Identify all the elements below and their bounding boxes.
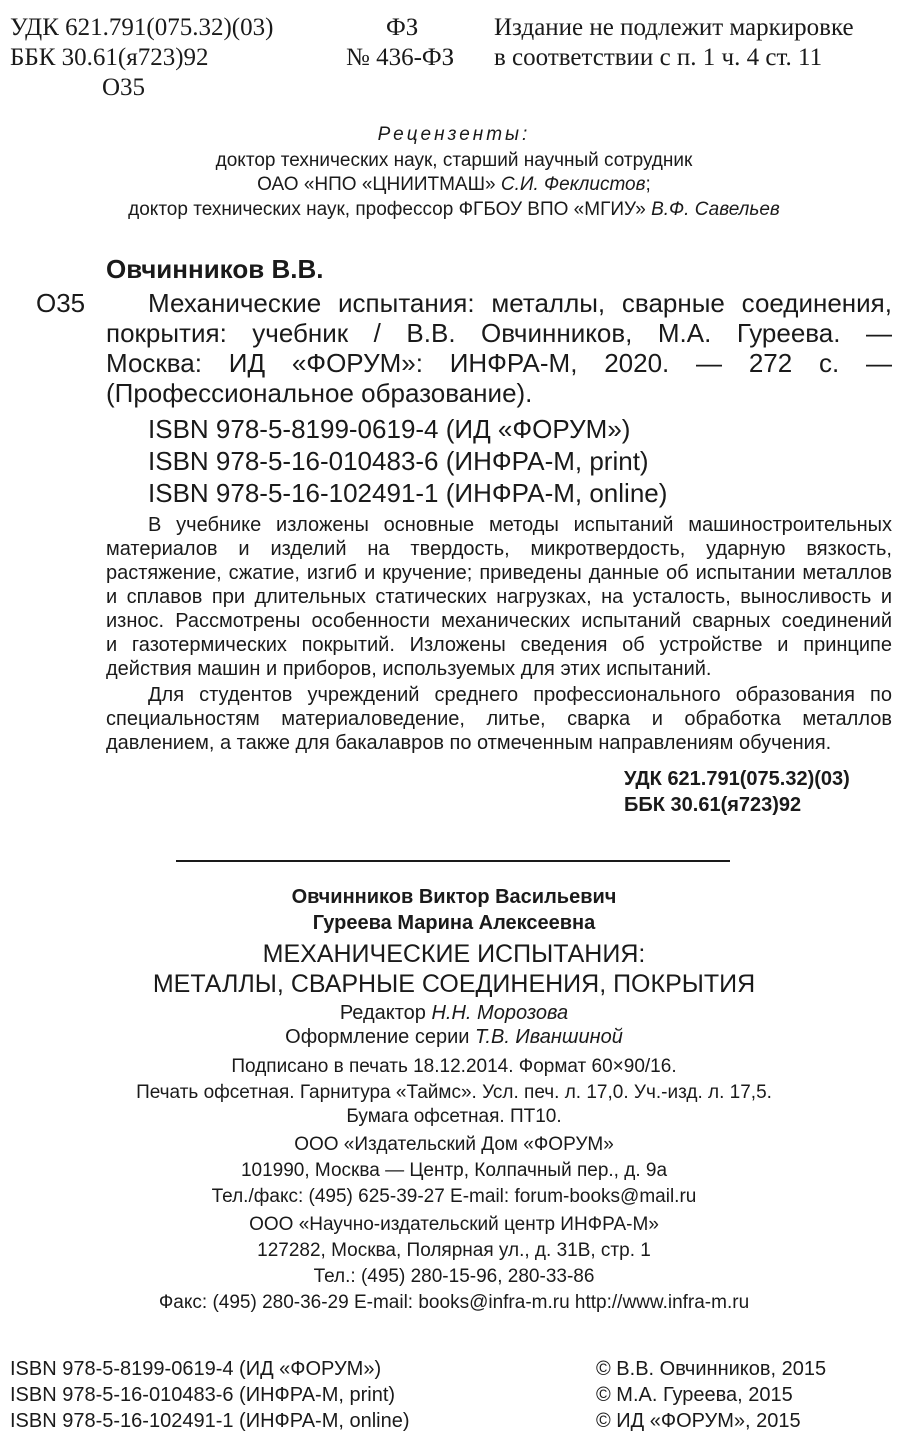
header-bbk: ББК 30.61(я723)92 [10, 44, 209, 71]
catalog-desc-line1: Механические испытания: металлы, сварные соединения, [148, 288, 892, 318]
publisher1-address: 101990, Москва — Центр, Колпачный пер., д. 9а [240, 1160, 668, 1181]
abstract-line: действия машин и приборов, используемых для этих испытаний. [106, 658, 712, 680]
catalog-bbk: ББК 30.61(я723)92 [624, 794, 802, 816]
editor-label: Редактор [339, 1002, 432, 1024]
abstract-line: давлением, а также для бакалавров по отмеченным направлениям обучения. [106, 732, 832, 754]
header-fz-number: № 436-ФЗ [346, 44, 455, 71]
catalog-author: Овчинников В.В. [106, 254, 324, 284]
reviewers-line1: доктор технических наук, старший научный сотрудник [215, 150, 693, 171]
footer-isbn: ISBN 978-5-8199-0619-4 (ИД «ФОРУМ») [10, 1358, 382, 1380]
publisher2-address: 127282, Москва, Полярная ул., д. 31В, стр. 1 [257, 1240, 651, 1261]
reviewers-line3 [0, 199, 908, 221]
abstract-line: специальностям материаловедение, литье, сварка и обработка металлов [106, 708, 892, 730]
header-marking-line1: Издание не подлежит маркировке [494, 14, 854, 41]
editor-name: Н.Н. Морозова [431, 1002, 569, 1024]
imprint-series-design [0, 1026, 908, 1049]
footer-copyright: © ИД «ФОРУМ», 2015 [596, 1410, 801, 1432]
catalog-desc-line3: Москва: ИД «ФОРУМ»: ИНФРА-М, 2020. — 272 с. — [106, 348, 892, 378]
catalog-isbn: ISBN 978-5-8199-0619-4 (ИД «ФОРУМ») [148, 414, 631, 444]
imprint-title2: МЕТАЛЛЫ, СВАРНЫЕ СОЕДИНЕНИЯ, ПОКРЫТИЯ [152, 970, 756, 998]
catalog-isbn: ISBN 978-5-16-102491-1 (ИНФРА-М, online) [148, 478, 668, 508]
imprint-author1: Овчинников Виктор Васильевич [291, 886, 617, 908]
reviewer2-name: В.Ф. Савельев [651, 199, 780, 220]
reviewer1-end: ; [645, 174, 651, 195]
catalog-isbn: ISBN 978-5-16-010483-6 (ИНФРА-М, print) [148, 446, 649, 476]
reviewer1-name: С.И. Феклистов [500, 174, 646, 195]
abstract-line: Для студентов учреждений среднего профессионального образования по [148, 684, 892, 706]
publisher1-name: ООО «Издательский Дом «ФОРУМ» [294, 1134, 614, 1155]
catalog-desc-line2: покрытия: учебник / В.В. Овчинников, М.А. Гуреева. — [106, 318, 892, 348]
imprint-print-line3: Бумага офсетная. ПТ10. [346, 1106, 562, 1127]
reviewers-line2 [0, 174, 908, 196]
catalog-sign: О35 [36, 288, 86, 318]
design-label: Оформление серии [285, 1026, 475, 1048]
abstract-line: материалов и изделий на твердость, микротвердость, ударную вязкость, [106, 538, 892, 560]
design-name: Т.В. Иваншиной [474, 1026, 623, 1048]
catalog-udk: УДК 621.791(075.32)(03) [624, 768, 850, 790]
abstract-line: В учебнике изложены основные методы испытаний машиностроительных [148, 514, 892, 536]
divider-line [176, 860, 730, 862]
reviewer1-org: ОАО «НПО «ЦНИИТМАШ» [257, 174, 501, 195]
header-marking-line2: в соответствии с п. 1 ч. 4 ст. 11 [494, 44, 823, 71]
reviewer2-text: доктор технических наук, профессор ФГБОУ ВПО «МГИУ» [128, 199, 652, 220]
imprint-author2: Гуреева Марина Алексеевна [312, 912, 596, 934]
imprint-print-line1: Подписано в печать 18.12.2014. Формат 60×90/16. [231, 1056, 677, 1077]
footer-isbn: ISBN 978-5-16-010483-6 (ИНФРА-М, print) [10, 1384, 396, 1406]
abstract-line: износ. Рассмотрены особенности механических испытаний сварных соединений [106, 610, 892, 632]
abstract-line: и газотермических покрытий. Изложены сведения об устройстве и принципе [106, 634, 892, 656]
footer-copyright: © В.В. Овчинников, 2015 [596, 1358, 827, 1380]
imprint-editor [0, 1002, 908, 1025]
header-fz: ФЗ [386, 14, 419, 41]
header-udk: УДК 621.791(075.32)(03) [10, 14, 274, 41]
publisher2-name: ООО «Научно-издательский центр ИНФРА-М» [249, 1214, 659, 1235]
footer-isbn: ISBN 978-5-16-102491-1 (ИНФРА-М, online) [10, 1410, 410, 1432]
publisher2-contacts: Факс: (495) 280-36-29 E-mail: books@infra-m.ru http://www.infra-m.ru [158, 1292, 750, 1313]
abstract-line: и сплавов при длительных статических нагрузках, на усталость, выносливость и [106, 586, 892, 608]
imprint-print-line2: Печать офсетная. Гарнитура «Таймс». Усл. печ. л. 17,0. Уч.-изд. л. 17,5. [136, 1082, 772, 1103]
abstract-line: растяжение, сжатие, изгиб и кручение; приведены данные об испытании металлов [106, 562, 892, 584]
publisher2-phone: Тел.: (495) 280-15-96, 280-33-86 [313, 1266, 595, 1287]
publisher1-contacts: Тел./факс: (495) 625-39-27 E-mail: forum-books@mail.ru [211, 1186, 697, 1207]
reviewers-title: Рецензенты: [377, 124, 531, 145]
header-author-sign: О35 [102, 74, 146, 101]
imprint-title1: МЕХАНИЧЕСКИЕ ИСПЫТАНИЯ: [262, 940, 646, 968]
catalog-desc-line4: (Профессиональное образование). [106, 378, 533, 408]
footer-copyright: © М.А. Гуреева, 2015 [596, 1384, 793, 1406]
